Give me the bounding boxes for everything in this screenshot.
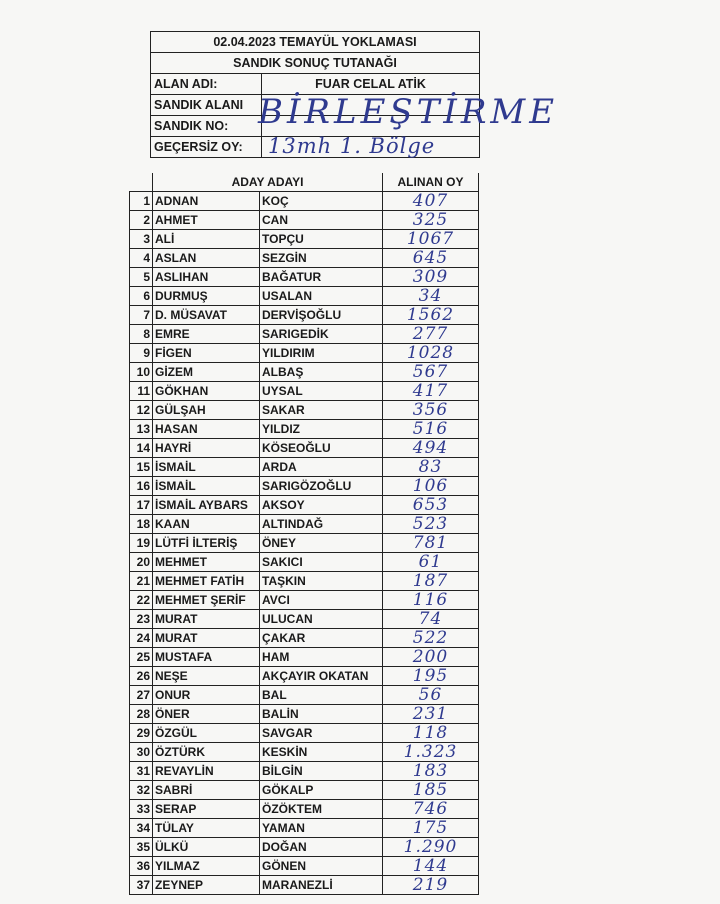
candidate-last-name: SARIGÖZOĞLU	[260, 477, 383, 496]
table-row	[130, 705, 479, 724]
candidate-first-name: GÖKHAN	[153, 382, 260, 401]
table-row	[130, 287, 479, 306]
table-row	[130, 534, 479, 553]
row-number: 36	[130, 857, 153, 876]
candidate-last-name: ALTINDAĞ	[260, 515, 383, 534]
candidate-vote-count: 200	[383, 648, 479, 667]
candidate-vote-count: 325	[383, 211, 479, 230]
row-number: 10	[130, 363, 153, 382]
row-number: 26	[130, 667, 153, 686]
row-number: 11	[130, 382, 153, 401]
candidate-last-name: GÖKALP	[260, 781, 383, 800]
candidate-first-name: İSMAİL AYBARS	[153, 496, 260, 515]
table-row	[130, 211, 479, 230]
candidate-last-name: ALBAŞ	[260, 363, 383, 382]
table-row	[130, 591, 479, 610]
candidate-first-name: ONUR	[153, 686, 260, 705]
candidate-first-name: ASLIHAN	[153, 268, 260, 287]
candidate-last-name: SAKAR	[260, 401, 383, 420]
candidate-last-name: MARANEZLİ	[260, 876, 383, 895]
row-number: 35	[130, 838, 153, 857]
candidate-last-name: BAL	[260, 686, 383, 705]
table-row	[130, 743, 479, 762]
candidate-vote-count: 522	[383, 629, 479, 648]
row-number: 6	[130, 287, 153, 306]
candidate-vote-count: 356	[383, 401, 479, 420]
candidate-last-name: TOPÇU	[260, 230, 383, 249]
candidate-vote-count: 309	[383, 268, 479, 287]
candidate-vote-count: 523	[383, 515, 479, 534]
candidate-first-name: HASAN	[153, 420, 260, 439]
table-row	[130, 667, 479, 686]
candidate-first-name: ALİ	[153, 230, 260, 249]
row-number: 25	[130, 648, 153, 667]
candidate-vote-count: 183	[383, 762, 479, 781]
candidate-votes-table	[129, 173, 479, 895]
candidate-vote-count: 1.290	[383, 838, 479, 857]
candidate-vote-count: 231	[383, 705, 479, 724]
candidate-first-name: REVAYLİN	[153, 762, 260, 781]
field-value-area-name: FUAR CELAL ATİK	[262, 74, 480, 95]
row-number: 30	[130, 743, 153, 762]
candidate-last-name: BALİN	[260, 705, 383, 724]
handwritten-merge-note: BİRLEŞTİRME	[258, 92, 559, 132]
candidate-first-name: MUSTAFA	[153, 648, 260, 667]
candidate-first-name: NEŞE	[153, 667, 260, 686]
candidate-last-name: BİLGİN	[260, 762, 383, 781]
row-number: 14	[130, 439, 153, 458]
row-number: 2	[130, 211, 153, 230]
row-number: 5	[130, 268, 153, 287]
row-number: 15	[130, 458, 153, 477]
row-number: 32	[130, 781, 153, 800]
table-row	[130, 230, 479, 249]
candidate-last-name: GÖNEN	[260, 857, 383, 876]
candidate-first-name: SABRİ	[153, 781, 260, 800]
candidate-last-name: ARDA	[260, 458, 383, 477]
column-header-votes: ALINAN OY	[383, 173, 479, 192]
row-number: 4	[130, 249, 153, 268]
candidate-vote-count: 1562	[383, 306, 479, 325]
table-row	[130, 249, 479, 268]
candidate-first-name: FİGEN	[153, 344, 260, 363]
candidate-vote-count: 746	[383, 800, 479, 819]
candidate-first-name: ÖZGÜL	[153, 724, 260, 743]
candidate-first-name: MURAT	[153, 610, 260, 629]
candidate-last-name: ÇAKAR	[260, 629, 383, 648]
candidate-vote-count: 1067	[383, 230, 479, 249]
candidate-last-name: HAM	[260, 648, 383, 667]
candidate-first-name: İSMAİL	[153, 458, 260, 477]
candidate-vote-count: 83	[383, 458, 479, 477]
candidate-first-name: SERAP	[153, 800, 260, 819]
table-row	[130, 344, 479, 363]
row-number: 7	[130, 306, 153, 325]
table-row	[130, 306, 479, 325]
candidate-vote-count: 407	[383, 192, 479, 211]
table-row	[130, 724, 479, 743]
candidate-vote-count: 516	[383, 420, 479, 439]
handwritten-region-note: 13mh 1. Bölge	[268, 134, 436, 158]
candidate-first-name: ÖZTÜRK	[153, 743, 260, 762]
candidate-last-name: AVCI	[260, 591, 383, 610]
column-header-candidate: ADAY ADAYI	[153, 173, 383, 192]
candidate-last-name: USALAN	[260, 287, 383, 306]
table-row	[130, 876, 479, 895]
row-number: 13	[130, 420, 153, 439]
candidate-first-name: ZEYNEP	[153, 876, 260, 895]
table-row	[130, 496, 479, 515]
row-number: 23	[130, 610, 153, 629]
table-row	[130, 401, 479, 420]
candidate-first-name: TÜLAY	[153, 819, 260, 838]
candidate-first-name: D. MÜSAVAT	[153, 306, 260, 325]
candidate-last-name: SAKICI	[260, 553, 383, 572]
candidate-first-name: EMRE	[153, 325, 260, 344]
candidate-first-name: MEHMET	[153, 553, 260, 572]
table-row	[130, 515, 479, 534]
candidate-last-name: ÖNEY	[260, 534, 383, 553]
candidate-last-name: SARIGEDİK	[260, 325, 383, 344]
table-row	[130, 800, 479, 819]
candidate-first-name: İSMAİL	[153, 477, 260, 496]
row-number: 17	[130, 496, 153, 515]
candidate-vote-count: 1.323	[383, 743, 479, 762]
field-label-ballot-area: SANDIK ALANI	[151, 95, 262, 116]
candidate-vote-count: 185	[383, 781, 479, 800]
candidate-vote-count: 645	[383, 249, 479, 268]
row-number: 18	[130, 515, 153, 534]
row-number: 27	[130, 686, 153, 705]
row-number: 31	[130, 762, 153, 781]
candidate-last-name: YILDIRIM	[260, 344, 383, 363]
candidate-vote-count: 1028	[383, 344, 479, 363]
candidate-vote-count: 653	[383, 496, 479, 515]
candidate-vote-count: 175	[383, 819, 479, 838]
table-row	[130, 572, 479, 591]
form-title: 02.04.2023 TEMAYÜL YOKLAMASI	[151, 32, 480, 53]
candidate-first-name: GÜLŞAH	[153, 401, 260, 420]
candidate-vote-count: 56	[383, 686, 479, 705]
row-number: 22	[130, 591, 153, 610]
candidate-vote-count: 34	[383, 287, 479, 306]
candidate-first-name: ÜLKÜ	[153, 838, 260, 857]
candidate-last-name: AKSOY	[260, 496, 383, 515]
table-row	[130, 439, 479, 458]
field-label-area-name: ALAN ADI:	[151, 74, 262, 95]
row-number: 8	[130, 325, 153, 344]
field-label-ballot-no: SANDIK NO:	[151, 116, 262, 137]
form-subtitle: SANDIK SONUÇ TUTANAĞI	[151, 53, 480, 74]
row-number: 33	[130, 800, 153, 819]
row-number: 19	[130, 534, 153, 553]
candidate-last-name: DERVİŞOĞLU	[260, 306, 383, 325]
row-number: 16	[130, 477, 153, 496]
candidate-last-name: ULUCAN	[260, 610, 383, 629]
table-row	[130, 477, 479, 496]
table-row	[130, 420, 479, 439]
candidate-first-name: DURMUŞ	[153, 287, 260, 306]
candidate-first-name: KAAN	[153, 515, 260, 534]
candidate-vote-count: 118	[383, 724, 479, 743]
table-row	[130, 819, 479, 838]
candidate-last-name: DOĞAN	[260, 838, 383, 857]
row-number: 21	[130, 572, 153, 591]
candidate-vote-count: 417	[383, 382, 479, 401]
table-row	[130, 192, 479, 211]
table-row	[130, 648, 479, 667]
table-row	[130, 458, 479, 477]
candidate-last-name: YAMAN	[260, 819, 383, 838]
table-header-row	[130, 173, 479, 192]
candidate-vote-count: 494	[383, 439, 479, 458]
candidate-last-name: ÖZÖKTEM	[260, 800, 383, 819]
row-number: 3	[130, 230, 153, 249]
candidate-last-name: YILDIZ	[260, 420, 383, 439]
table-row	[130, 629, 479, 648]
candidate-first-name: MEHMET ŞERİF	[153, 591, 260, 610]
candidate-first-name: GİZEM	[153, 363, 260, 382]
candidate-last-name: TAŞKIN	[260, 572, 383, 591]
candidate-last-name: BAĞATUR	[260, 268, 383, 287]
row-number: 28	[130, 705, 153, 724]
candidate-vote-count: 277	[383, 325, 479, 344]
row-number: 12	[130, 401, 153, 420]
candidate-first-name: ASLAN	[153, 249, 260, 268]
table-row	[130, 781, 479, 800]
row-number: 20	[130, 553, 153, 572]
row-number: 34	[130, 819, 153, 838]
candidate-vote-count: 567	[383, 363, 479, 382]
row-number: 29	[130, 724, 153, 743]
candidate-last-name: SAVGAR	[260, 724, 383, 743]
candidate-vote-count: 781	[383, 534, 479, 553]
table-row	[130, 838, 479, 857]
candidate-vote-count: 74	[383, 610, 479, 629]
candidate-vote-count: 106	[383, 477, 479, 496]
candidate-first-name: LÜTFİ İLTERİŞ	[153, 534, 260, 553]
candidate-last-name: SEZGİN	[260, 249, 383, 268]
table-row	[130, 325, 479, 344]
table-row	[130, 762, 479, 781]
row-number: 1	[130, 192, 153, 211]
table-row	[130, 382, 479, 401]
candidate-first-name: ÖNER	[153, 705, 260, 724]
table-row	[130, 610, 479, 629]
candidate-first-name: MURAT	[153, 629, 260, 648]
candidate-first-name: MEHMET FATİH	[153, 572, 260, 591]
candidate-last-name: CAN	[260, 211, 383, 230]
candidate-vote-count: 61	[383, 553, 479, 572]
candidate-vote-count: 219	[383, 876, 479, 895]
candidate-last-name: AKÇAYIR OKATAN	[260, 667, 383, 686]
candidate-vote-count: 187	[383, 572, 479, 591]
row-number: 37	[130, 876, 153, 895]
candidate-vote-count: 195	[383, 667, 479, 686]
table-row	[130, 363, 479, 382]
candidate-vote-count: 144	[383, 857, 479, 876]
candidate-vote-count: 116	[383, 591, 479, 610]
candidate-last-name: KOÇ	[260, 192, 383, 211]
candidate-last-name: KÖSEOĞLU	[260, 439, 383, 458]
candidate-first-name: AHMET	[153, 211, 260, 230]
table-row	[130, 686, 479, 705]
table-row	[130, 553, 479, 572]
row-number: 24	[130, 629, 153, 648]
candidate-first-name: YILMAZ	[153, 857, 260, 876]
candidate-first-name: ADNAN	[153, 192, 260, 211]
table-row	[130, 857, 479, 876]
row-number: 9	[130, 344, 153, 363]
table-row	[130, 268, 479, 287]
candidate-last-name: KESKİN	[260, 743, 383, 762]
candidate-first-name: HAYRİ	[153, 439, 260, 458]
field-label-invalid-votes: GEÇERSİZ OY:	[151, 137, 262, 158]
candidate-last-name: UYSAL	[260, 382, 383, 401]
